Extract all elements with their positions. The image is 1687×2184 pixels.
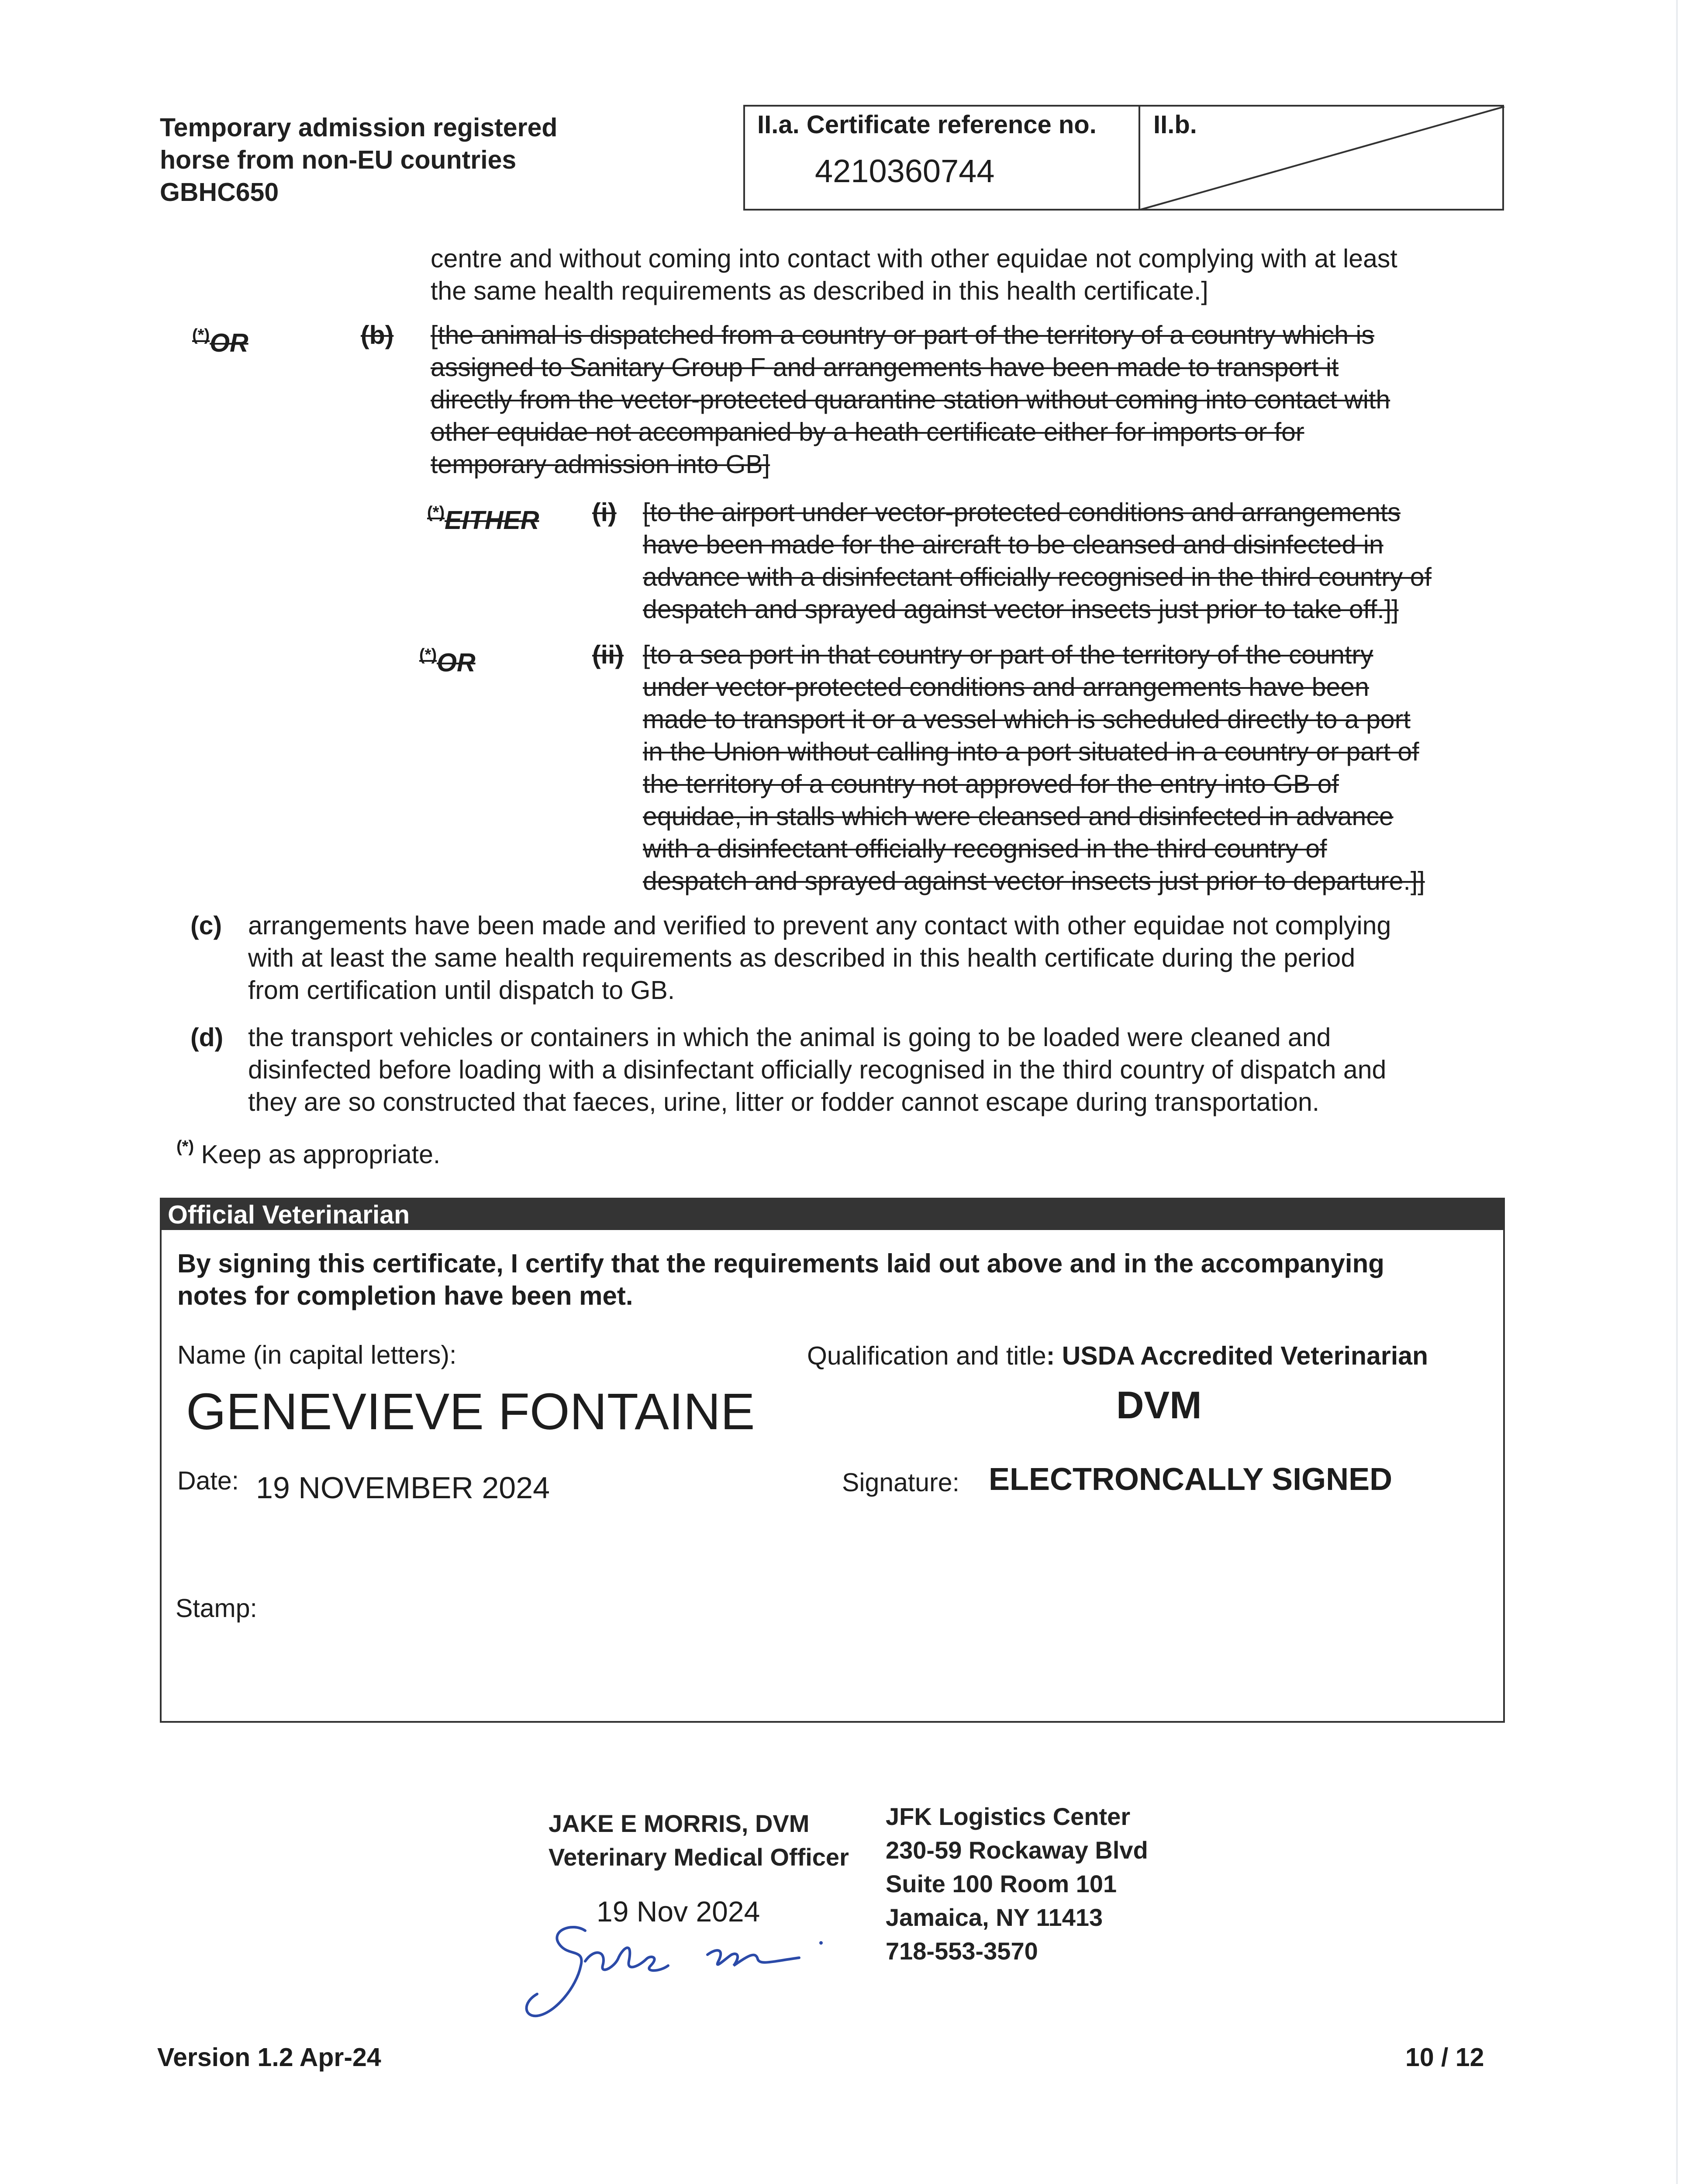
qualification-label: Qualification and title: USDA Accredited Veterinarian [807, 1341, 1428, 1370]
item-i-line-1: [to the airport under vector-protected conditions and arrangements [643, 498, 1401, 527]
item-i-line-4: despatch and sprayed against vector insects just prior to take off.]] [643, 595, 1399, 624]
item-b-letter: (b) [361, 321, 394, 349]
vet-name-value: GENEVIEVE FONTAINE [186, 1383, 755, 1441]
item-ii-line-7: with a disinfectant officially recognised in the third country of [643, 834, 1327, 863]
keep-as-appropriate-note: (*) Keep as appropriate. [176, 1137, 441, 1169]
item-i-numeral: (i) [592, 498, 617, 527]
continuation-line-1: centre and without coming into contact with other equidae not complying with at least [431, 244, 1397, 273]
office-address-block [886, 1800, 1148, 1968]
item-ii-line-1: [to a sea port in that country or part of the territory of the country [643, 640, 1373, 669]
item-ii-line-8: despatch and sprayed against vector insects just prior to departure.]] [643, 867, 1425, 895]
item-b-line-3: directly from the vector-protected quarantine station without coming into contact with [431, 385, 1390, 414]
item-ii-numeral: (ii) [592, 640, 624, 669]
item-c-line-2: with at least the same health requirements as described in this health certificate during the period [248, 943, 1356, 972]
certification-declaration [177, 1248, 1487, 1312]
item-c-line-1: arrangements have been made and verified to prevent any contact with other equidae not complying [248, 911, 1391, 940]
item-d-line-3: they are so constructed that faeces, urine, litter or fodder cannot escape during transportation. [248, 1088, 1320, 1116]
date-label: Date: [177, 1466, 239, 1495]
item-c-letter: (c) [190, 911, 222, 940]
qualification-suffix: DVM [1116, 1383, 1202, 1427]
certificate-reference-box [743, 105, 1504, 211]
official-veterinarian-panel [160, 1198, 1505, 1723]
item-ii-line-5: the territory of a country not approved for the entry into GB of [643, 770, 1339, 798]
officer-name: JAKE E MORRIS, DVM [549, 1810, 810, 1837]
item-i-line-2: have been made for the aircraft to be cleansed and disinfected in [643, 530, 1383, 559]
or-ii-marker: (*)OR [419, 646, 476, 677]
either-i-marker: (*)EITHER [427, 503, 539, 535]
certificate-title [160, 111, 684, 208]
address-line-3: Suite 100 Room 101 [886, 1870, 1117, 1897]
officer-title: Veterinary Medical Officer [549, 1843, 849, 1871]
date-value: 19 NOVEMBER 2024 [256, 1471, 550, 1505]
reference-label: II.a. Certificate reference no. [757, 111, 1097, 139]
reference-cell [745, 107, 1140, 209]
signature-label: Signature: [842, 1468, 959, 1497]
signature-value: ELECTRONCALLY SIGNED [989, 1462, 1393, 1497]
handwritten-signature [520, 1918, 852, 2027]
address-line-1: JFK Logistics Center [886, 1803, 1131, 1830]
declaration-line-2: notes for completion have been met. [177, 1281, 633, 1310]
reference-number: 4210360744 [815, 153, 995, 189]
title-line-3: GBHC650 [160, 178, 279, 207]
address-line-2: 230-59 Rockaway Blvd [886, 1836, 1148, 1864]
declaration-line-1: By signing this certificate, I certify that the requirements laid out above and in the accompanying [177, 1249, 1384, 1278]
item-ii-line-2: under vector-protected conditions and arrangements have been [643, 673, 1369, 702]
address-line-4: Jamaica, NY 11413 [886, 1904, 1103, 1931]
stamp-label: Stamp: [176, 1594, 257, 1623]
item-b-line-2: assigned to Sanitary Group F and arrangements have been made to transport it [431, 353, 1339, 382]
item-ii-line-3: made to transport it or a vessel which is scheduled directly to a port [643, 705, 1411, 734]
item-b-line-1: [the animal is dispatched from a country or part of the territory of a country which is [431, 321, 1375, 349]
endorsement-date: 19 Nov 2024 [597, 1895, 760, 1928]
title-line-1: Temporary admission registered [160, 113, 558, 142]
item-b-line-4: other equidae not accompanied by a heath certificate either for imports or for [431, 418, 1304, 446]
version-label: Version 1.2 Apr-24 [157, 2043, 381, 2072]
or-b-marker: (*)OR [192, 326, 248, 357]
page-edge-shadow [1676, 0, 1678, 2184]
item-ii-line-6: equidae, in stalls which were cleansed and disinfected in advance [643, 802, 1394, 831]
official-veterinarian-heading: Official Veterinarian [162, 1199, 1503, 1230]
item-i-line-3: advance with a disinfectant officially recognised in the third country of [643, 563, 1432, 591]
item-d-line-2: disinfected before loading with a disinfectant officially recognised in the third country of dispatch and [248, 1055, 1387, 1084]
title-line-2: horse from non-EU countries [160, 145, 517, 174]
item-c-line-3: from certification until dispatch to GB. [248, 976, 675, 1005]
continuation-line-2: the same health requirements as described in this health certificate.] [431, 276, 1208, 305]
item-b-line-5: temporary admission into GB] [431, 450, 770, 479]
name-label: Name (in capital letters): [177, 1341, 457, 1369]
iib-diagonal-line [1140, 107, 1504, 210]
page-number: 10 / 12 [1405, 2043, 1484, 2072]
address-line-5: 718-553-3570 [886, 1937, 1038, 1965]
iib-label: II.b. [1153, 111, 1197, 139]
item-ii-line-4: in the Union without calling into a port situated in a country or part of [643, 737, 1419, 766]
item-d-line-1: the transport vehicles or containers in which the animal is going to be loaded were cleaned and [248, 1023, 1331, 1052]
item-d-letter: (d) [190, 1023, 224, 1052]
endorsing-officer-block [549, 1807, 849, 1874]
